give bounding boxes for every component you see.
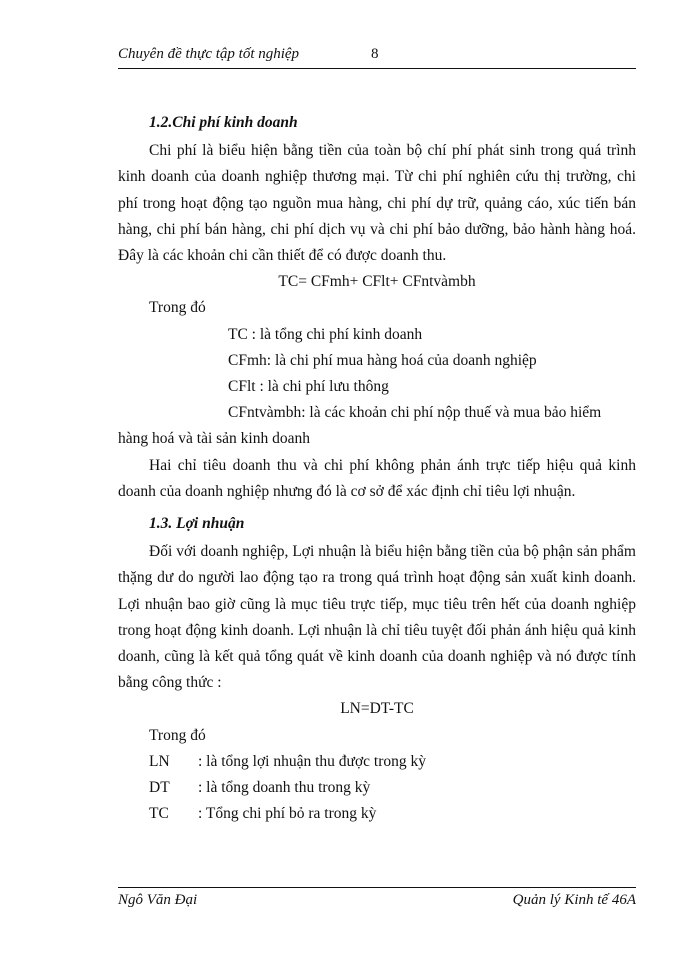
document-body: [118, 110, 636, 827]
definition-tc: TC : là tổng chi phí kinh doanh: [228, 325, 423, 343]
header-rule: [118, 68, 636, 69]
definition-ln-text: : là tổng lợi nhuận thu được trong kỳ: [198, 752, 426, 770]
formula-total-cost: TC= CFmh+ CFlt+ CFntvàmbh: [278, 273, 476, 291]
paragraph-profit-definition: Đối với doanh nghiệp, Lợi nhuận là biểu hiện bằng tiền của bộ phận sản phẩm thặng dư do người lao động tạo ra trong quá trình hoạt động sản xuất kinh doanh. Lợi nhuận bao giờ cũng là mục tiêu trực tiếp, mục tiêu trên hết của doanh nghiệp trong hoạt động kinh doanh. Lợi nhuận là chỉ tiêu tuyệt đối phản ánh hiệu quả kinh doanh, cũng là kết quả tổng quát về kinh doanh của doanh nghiệp và nó được tính bằng công thức :: [118, 543, 636, 692]
footer-department: Quản lý Kinh tế 46A: [512, 892, 636, 908]
definition-dt-text: : là tổng doanh thu trong kỳ: [198, 779, 371, 797]
definition-cflt: CFlt : là chi phí lưu thông: [228, 378, 389, 396]
definition-tc-text: : Tổng chi phí bỏ ra trong kỳ: [198, 805, 377, 823]
where-label: Trong đó: [149, 299, 206, 317]
page-footer: [118, 892, 636, 914]
definition-cfnt: CFntvàmbh: là các khoản chi phí nộp thuế và mua bảo hiểm: [228, 404, 602, 422]
where-label-2: Trong đó: [149, 726, 206, 744]
paragraph-indicators: Hai chỉ tiêu doanh thu và chi phí không phản ánh trực tiếp hiệu quả kinh doanh của doanh nghiệp nhưng đó là cơ sở để xác định chỉ tiêu lợi nhuận.: [118, 456, 636, 500]
definition-tc-2: [118, 801, 636, 827]
symbol-dt: DT: [149, 779, 170, 797]
symbol-ln: LN: [149, 752, 170, 770]
footer-author: Ngô Văn Đại: [118, 892, 198, 908]
symbol-tc: TC: [149, 805, 169, 823]
section-heading-1-3: 1.3. Lợi nhuận: [149, 515, 245, 533]
definition-cfnt-continued: hàng hoá và tài sản kinh doanh: [118, 430, 310, 448]
footer-rule: [118, 887, 636, 888]
definition-ln: [118, 749, 636, 775]
definition-cfmh: CFmh: là chi phí mua hàng hoá của doanh nghiệp: [228, 351, 537, 369]
definition-dt: [118, 775, 636, 801]
page-number: 8: [371, 46, 379, 62]
paragraph-cost-definition: Chi phí là biểu hiện bằng tiền của toàn bộ chí phí phát sinh trong quá trình kinh doanh của doanh nghiệp thương mại. Từ chi phí nghiên cứu thị trường, chi phí trong hoạt động tạo nguồn mua hàng, chi phí dự trữ, quảng cáo, xúc tiến bán hàng, chi phí bán hàng, chi phí dịch vụ và chi phí bảo dưỡng, bảo hành hàng hoá. Đây là các khoản chi cần thiết để có được doanh thu.: [118, 142, 636, 265]
formula-profit: LN=DT-TC: [340, 700, 414, 718]
page-header: [118, 46, 636, 68]
section-heading-1-2: 1.2.Chi phí kinh doanh: [149, 114, 298, 131]
header-title: Chuyên đề thực tập tốt nghiệp: [118, 46, 300, 62]
